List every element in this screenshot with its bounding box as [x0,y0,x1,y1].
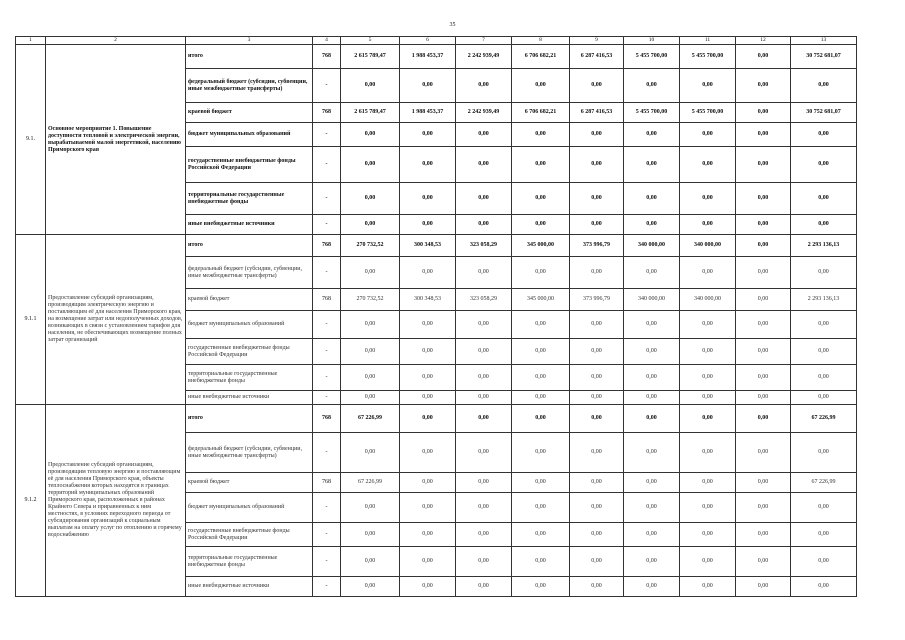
amount-cell: 0,00 [624,311,680,339]
amount-cell: 0,00 [341,433,400,473]
amount-cell: 0,00 [400,339,456,365]
amount-cell: 0,00 [791,311,857,339]
amount-cell: 0,00 [512,257,570,289]
column-number: 6 [400,37,456,45]
amount-cell: 0,00 [456,311,512,339]
funding-source: иные внебюджетные источники [186,391,313,405]
amount-cell: 0,00 [512,183,570,215]
budget-code: - [313,433,341,473]
amount-cell: 0,00 [570,69,624,103]
amount-cell: 0,00 [456,69,512,103]
budget-code: - [313,493,341,523]
amount-cell: 0,00 [570,183,624,215]
amount-cell: 0,00 [624,215,680,235]
funding-source: краевой бюджет [186,103,313,123]
amount-cell: 0,00 [736,523,791,547]
amount-cell: 0,00 [456,365,512,391]
amount-cell: 0,00 [736,577,791,597]
column-number: 5 [341,37,400,45]
amount-cell: 0,00 [400,69,456,103]
amount-cell: 0,00 [736,289,791,311]
amount-cell: 1 988 453,37 [400,45,456,69]
amount-cell: 0,00 [570,311,624,339]
amount-cell: 0,00 [570,215,624,235]
amount-cell: 30 752 681,07 [791,103,857,123]
amount-cell: 5 455 700,00 [624,103,680,123]
amount-cell: 0,00 [680,523,736,547]
column-number: 8 [512,37,570,45]
amount-cell: 0,00 [570,123,624,147]
amount-cell: 0,00 [570,433,624,473]
amount-cell: 323 058,29 [456,235,512,257]
budget-code: - [313,311,341,339]
amount-cell: 0,00 [570,391,624,405]
amount-cell: 0,00 [791,391,857,405]
amount-cell: 2 293 136,13 [791,289,857,311]
budget-code: - [313,577,341,597]
amount-cell: 0,00 [680,391,736,405]
table-row [16,405,857,433]
amount-cell: 0,00 [570,405,624,433]
budget-table [15,36,857,597]
amount-cell: 6 287 416,53 [570,103,624,123]
amount-cell: 0,00 [456,123,512,147]
amount-cell: 0,00 [570,493,624,523]
amount-cell: 0,00 [400,577,456,597]
amount-cell: 2 615 789,47 [341,103,400,123]
amount-cell: 340 000,00 [624,289,680,311]
amount-cell: 0,00 [680,147,736,183]
amount-cell: 67 226,99 [791,473,857,493]
amount-cell: 0,00 [341,311,400,339]
amount-cell: 0,00 [736,257,791,289]
amount-cell: 0,00 [400,433,456,473]
funding-source: федеральный бюджет (субсидии, субвенции, иные межбюджетные трансферты) [186,69,313,103]
amount-cell: 0,00 [680,405,736,433]
amount-cell: 0,00 [341,391,400,405]
amount-cell: 0,00 [680,311,736,339]
amount-cell: 0,00 [624,257,680,289]
amount-cell: 0,00 [791,183,857,215]
table-row [16,45,857,69]
amount-cell: 0,00 [736,103,791,123]
item-number: 9.1. [16,45,46,235]
funding-source: итого [186,235,313,257]
amount-cell: 0,00 [624,339,680,365]
amount-cell: 0,00 [400,257,456,289]
amount-cell: 0,00 [736,45,791,69]
funding-source: иные внебюджетные источники [186,577,313,597]
amount-cell: 0,00 [624,577,680,597]
amount-cell: 345 000,00 [512,235,570,257]
amount-cell: 0,00 [570,473,624,493]
budget-code: - [313,69,341,103]
budget-code: - [313,523,341,547]
amount-cell: 300 348,53 [400,235,456,257]
funding-source: территориальные государственные внебюджетные фонды [186,365,313,391]
column-number: 3 [186,37,313,45]
amount-cell: 5 455 700,00 [680,45,736,69]
amount-cell: 0,00 [512,405,570,433]
funding-source: краевой бюджет [186,289,313,311]
amount-cell: 0,00 [791,147,857,183]
amount-cell: 0,00 [791,523,857,547]
funding-source: иные внебюджетные источники [186,215,313,235]
amount-cell: 0,00 [624,433,680,473]
column-number: 9 [570,37,624,45]
amount-cell: 5 455 700,00 [680,103,736,123]
amount-cell: 0,00 [512,523,570,547]
funding-source: территориальные государственные внебюджетные фонды [186,183,313,215]
item-name: Основное мероприятие 1. Повышение доступности тепловой и электрической энергии, вырабатываемой малой энергетикой, населению Приморского края [46,45,186,235]
amount-cell: 0,00 [680,547,736,577]
amount-cell: 0,00 [512,311,570,339]
amount-cell: 0,00 [680,433,736,473]
budget-code: 768 [313,473,341,493]
amount-cell: 373 996,79 [570,289,624,311]
amount-cell: 30 752 681,07 [791,45,857,69]
amount-cell: 340 000,00 [680,235,736,257]
amount-cell: 0,00 [570,523,624,547]
amount-cell: 0,00 [341,523,400,547]
amount-cell: 0,00 [736,215,791,235]
amount-cell: 0,00 [736,365,791,391]
funding-source: бюджет муниципальных образований [186,493,313,523]
budget-code: - [313,339,341,365]
amount-cell: 0,00 [791,433,857,473]
amount-cell: 0,00 [570,339,624,365]
amount-cell: 0,00 [400,391,456,405]
amount-cell: 0,00 [341,69,400,103]
funding-source: федеральный бюджет (субсидии, субвенции, иные межбюджетные трансферты) [186,433,313,473]
amount-cell: 0,00 [791,493,857,523]
amount-cell: 0,00 [624,183,680,215]
amount-cell: 0,00 [456,473,512,493]
amount-cell: 0,00 [456,215,512,235]
amount-cell: 0,00 [341,577,400,597]
amount-cell: 0,00 [341,183,400,215]
amount-cell: 0,00 [512,215,570,235]
amount-cell: 0,00 [736,339,791,365]
amount-cell: 300 348,53 [400,289,456,311]
amount-cell: 0,00 [512,69,570,103]
funding-source: территориальные государственные внебюджетные фонды [186,547,313,577]
amount-cell: 340 000,00 [680,289,736,311]
amount-cell: 6 706 682,21 [512,45,570,69]
amount-cell: 0,00 [456,547,512,577]
amount-cell: 0,00 [512,391,570,405]
amount-cell: 0,00 [456,405,512,433]
amount-cell: 0,00 [736,493,791,523]
amount-cell: 0,00 [624,547,680,577]
amount-cell: 0,00 [400,365,456,391]
amount-cell: 6 287 416,53 [570,45,624,69]
amount-cell: 0,00 [736,123,791,147]
funding-source: государственные внебюджетные фонды Российской Федерации [186,339,313,365]
amount-cell: 0,00 [400,123,456,147]
funding-source: федеральный бюджет (субсидии, субвенции, иные межбюджетные трансферты) [186,257,313,289]
column-number: 12 [736,37,791,45]
amount-cell: 0,00 [456,493,512,523]
amount-cell: 0,00 [570,365,624,391]
budget-code: - [313,123,341,147]
column-number-row [16,37,857,45]
amount-cell: 0,00 [512,473,570,493]
amount-cell: 0,00 [791,215,857,235]
amount-cell: 0,00 [624,123,680,147]
amount-cell: 0,00 [680,69,736,103]
table-row [16,235,857,257]
column-number: 11 [680,37,736,45]
amount-cell: 0,00 [791,69,857,103]
amount-cell: 1 988 453,37 [400,103,456,123]
amount-cell: 0,00 [736,547,791,577]
amount-cell: 0,00 [400,547,456,577]
amount-cell: 0,00 [512,365,570,391]
amount-cell: 0,00 [680,215,736,235]
item-name: Предоставление субсидий организациям, производящим электрическую энергию и поставляющим её для населения Приморского края, на возмещение затрат или недополученных доходов, возникающих в связи с установлением тарифов для населения, не обеспечивающих возмещение полных затрат организаций [46,235,186,405]
amount-cell: 0,00 [736,473,791,493]
amount-cell: 0,00 [456,433,512,473]
amount-cell: 0,00 [624,69,680,103]
amount-cell: 67 226,99 [341,405,400,433]
budget-code: 768 [313,103,341,123]
amount-cell: 2 242 939,49 [456,103,512,123]
item-name: Предоставление субсидий организациям, производящим тепловую энергию и поставляющим её для населения Приморского края, объекты теплоснабжения которых находятся в границах территорий муниципальных образований Приморского края, расположенных в районах Крайнего Севера и приравненных к ним местностях, в условиях переходного периода от субсидирования организаций к социальным выплатам на оплату услуг по отоплению и горячему водоснабжению [46,405,186,597]
amount-cell: 270 732,52 [341,289,400,311]
amount-cell: 0,00 [736,183,791,215]
amount-cell: 5 455 700,00 [624,45,680,69]
amount-cell: 0,00 [512,433,570,473]
amount-cell: 0,00 [341,547,400,577]
item-number: 9.1.1 [16,235,46,405]
amount-cell: 0,00 [341,215,400,235]
amount-cell: 2 615 789,47 [341,45,400,69]
budget-code: 768 [313,45,341,69]
amount-cell: 0,00 [736,433,791,473]
budget-code: 768 [313,289,341,311]
column-number: 7 [456,37,512,45]
column-number: 4 [313,37,341,45]
amount-cell: 0,00 [341,123,400,147]
amount-cell: 0,00 [400,473,456,493]
amount-cell: 0,00 [680,473,736,493]
amount-cell: 0,00 [680,493,736,523]
amount-cell: 0,00 [456,257,512,289]
amount-cell: 0,00 [400,311,456,339]
amount-cell: 0,00 [624,405,680,433]
budget-code: - [313,183,341,215]
amount-cell: 0,00 [570,147,624,183]
budget-code: - [313,547,341,577]
amount-cell: 0,00 [400,215,456,235]
amount-cell: 0,00 [400,523,456,547]
amount-cell: 0,00 [341,493,400,523]
budget-code: 768 [313,405,341,433]
amount-cell: 0,00 [341,339,400,365]
amount-cell: 323 058,29 [456,289,512,311]
amount-cell: 0,00 [680,339,736,365]
amount-cell: 0,00 [456,391,512,405]
amount-cell: 340 000,00 [624,235,680,257]
amount-cell: 0,00 [791,257,857,289]
amount-cell: 0,00 [400,493,456,523]
amount-cell: 345 000,00 [512,289,570,311]
amount-cell: 0,00 [791,547,857,577]
amount-cell: 0,00 [624,147,680,183]
amount-cell: 0,00 [680,365,736,391]
budget-code: - [313,147,341,183]
column-number: 10 [624,37,680,45]
amount-cell: 0,00 [680,577,736,597]
amount-cell: 0,00 [680,257,736,289]
amount-cell: 0,00 [456,147,512,183]
amount-cell: 2 293 136,13 [791,235,857,257]
budget-code: - [313,391,341,405]
funding-source: итого [186,405,313,433]
amount-cell: 0,00 [624,523,680,547]
amount-cell: 0,00 [624,473,680,493]
amount-cell: 0,00 [456,523,512,547]
amount-cell: 0,00 [456,183,512,215]
amount-cell: 0,00 [512,547,570,577]
funding-source: государственные внебюджетные фонды Российской Федерации [186,147,313,183]
amount-cell: 373 996,79 [570,235,624,257]
amount-cell: 0,00 [456,577,512,597]
page-number: 35 [449,22,456,28]
amount-cell: 0,00 [736,235,791,257]
amount-cell: 0,00 [341,365,400,391]
amount-cell: 0,00 [736,147,791,183]
amount-cell: 0,00 [400,183,456,215]
amount-cell: 2 242 939,49 [456,45,512,69]
amount-cell: 0,00 [341,147,400,183]
amount-cell: 0,00 [570,257,624,289]
amount-cell: 0,00 [680,183,736,215]
budget-code: 768 [313,235,341,257]
budget-code: - [313,215,341,235]
amount-cell: 0,00 [624,365,680,391]
amount-cell: 0,00 [400,147,456,183]
column-number: 1 [16,37,46,45]
amount-cell: 0,00 [512,577,570,597]
funding-source: бюджет муниципальных образований [186,311,313,339]
amount-cell: 0,00 [736,311,791,339]
amount-cell: 0,00 [791,123,857,147]
item-number: 9.1.2 [16,405,46,597]
amount-cell: 0,00 [736,69,791,103]
amount-cell: 0,00 [570,577,624,597]
amount-cell: 67 226,99 [791,405,857,433]
amount-cell: 67 226,99 [341,473,400,493]
column-number: 2 [46,37,186,45]
budget-code: - [313,257,341,289]
amount-cell: 0,00 [680,123,736,147]
amount-cell: 0,00 [736,391,791,405]
amount-cell: 0,00 [791,365,857,391]
budget-code: - [313,365,341,391]
amount-cell: 0,00 [512,493,570,523]
column-number: 13 [791,37,857,45]
amount-cell: 0,00 [570,547,624,577]
amount-cell: 0,00 [624,493,680,523]
amount-cell: 0,00 [512,123,570,147]
amount-cell: 0,00 [736,405,791,433]
funding-source: краевой бюджет [186,473,313,493]
amount-cell: 0,00 [791,339,857,365]
amount-cell: 0,00 [400,405,456,433]
funding-source: бюджет муниципальных образований [186,123,313,147]
amount-cell: 0,00 [456,339,512,365]
amount-cell: 0,00 [512,147,570,183]
funding-source: государственные внебюджетные фонды Российской Федерации [186,523,313,547]
amount-cell: 0,00 [512,339,570,365]
funding-source: итого [186,45,313,69]
amount-cell: 0,00 [341,257,400,289]
amount-cell: 270 732,52 [341,235,400,257]
amount-cell: 6 706 682,21 [512,103,570,123]
amount-cell: 0,00 [624,391,680,405]
amount-cell: 0,00 [791,577,857,597]
